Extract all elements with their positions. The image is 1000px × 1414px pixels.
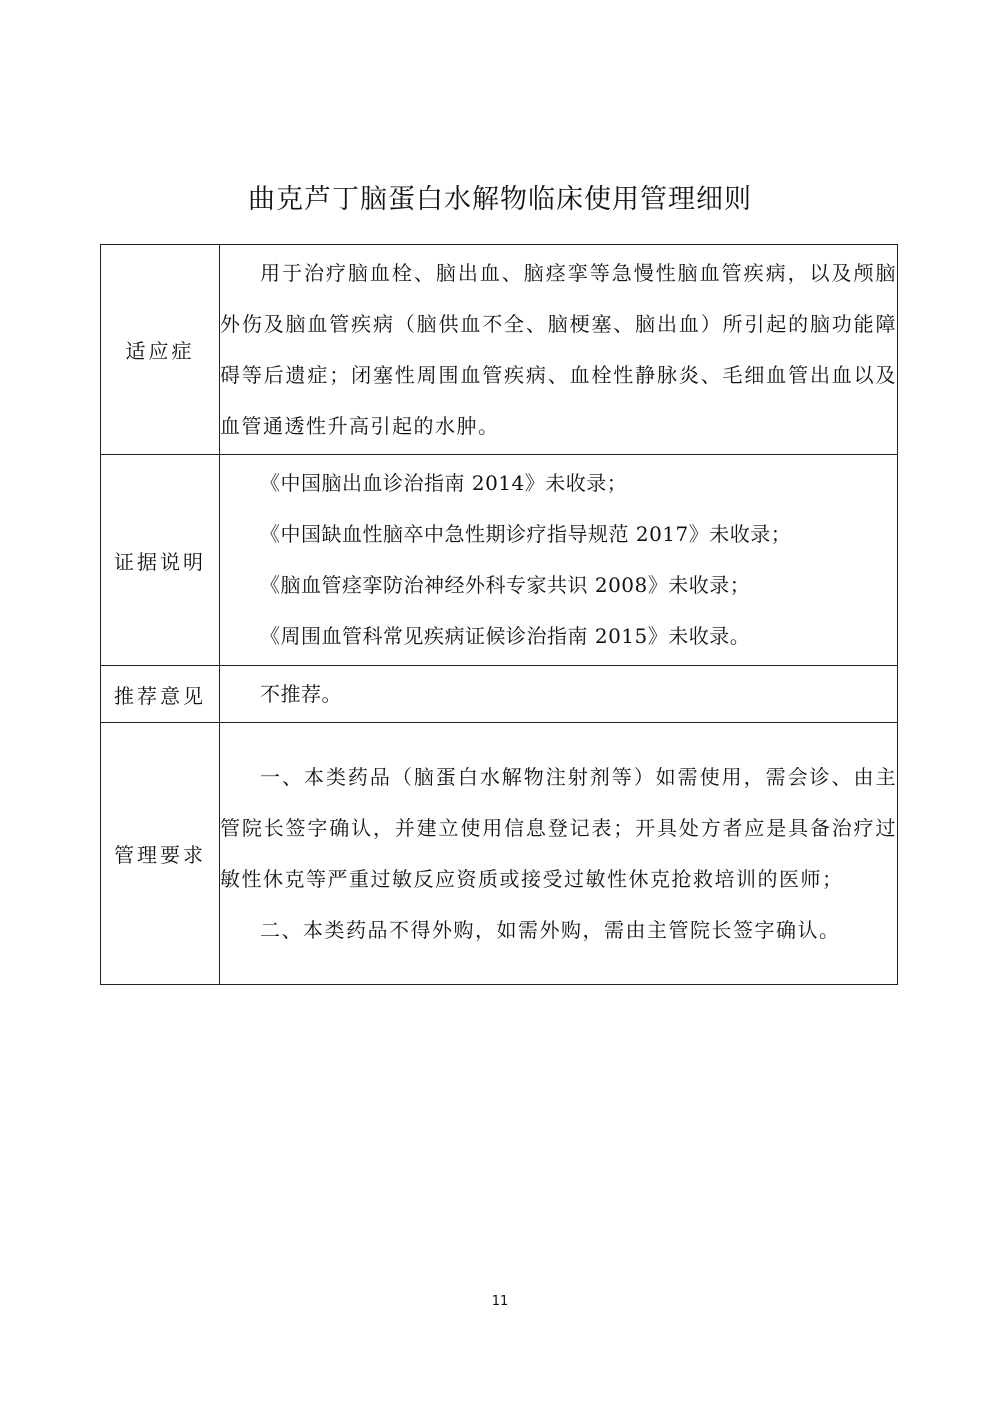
recommendation-text: 不推荐。	[260, 681, 342, 706]
evidence-content	[220, 455, 898, 666]
page-number: 11	[491, 1294, 509, 1309]
evidence-row	[101, 455, 898, 666]
management-content	[220, 723, 898, 985]
evidence-item: 《周围血管科常见疾病证候诊治指南 2015》未收录。	[260, 624, 751, 648]
evidence-item: 《中国脑出血诊治指南 2014》未收录；	[260, 471, 628, 495]
evidence-item: 《中国缺血性脑卒中急性期诊疗指导规范 2017》未收录；	[260, 522, 792, 546]
drug-rules-table	[100, 244, 898, 985]
recommendation-row	[101, 666, 898, 723]
evidence-label: 证据说明	[101, 455, 220, 666]
recommendation-label: 推荐意见	[101, 666, 220, 723]
recommendation-content	[220, 666, 898, 723]
indications-text: 用于治疗脑血栓、脑出血、脑痉挛等急慢性脑血管疾病，以及颅脑外伤及脑血管疾病（脑供血不全、脑梗塞、脑出血）所引起的脑功能障碍等后遗症；闭塞性周围血管疾病、血栓性静脉炎、毛细血管出血以及血管通透性升高引起的水肿。	[220, 260, 897, 438]
indications-row	[101, 245, 898, 455]
indications-content	[220, 245, 898, 455]
indications-label: 适应症	[101, 245, 220, 455]
page-title: 曲克芦丁脑蛋白水解物临床使用管理细则	[248, 184, 752, 215]
management-row	[101, 723, 898, 985]
management-label: 管理要求	[101, 723, 220, 985]
evidence-item: 《脑血管痉挛防治神经外科专家共识 2008》未收录；	[260, 573, 751, 597]
management-item: 一、本类药品（脑蛋白水解物注射剂等）如需使用，需会诊、由主管院长签字确认，并建立使用信息登记表；开具处方者应是具备治疗过敏性休克等严重过敏反应资质或接受过敏性休克抢救培训的医师；	[220, 764, 897, 891]
management-item: 二、本类药品不得外购，如需外购，需由主管院长签字确认。	[260, 917, 841, 942]
